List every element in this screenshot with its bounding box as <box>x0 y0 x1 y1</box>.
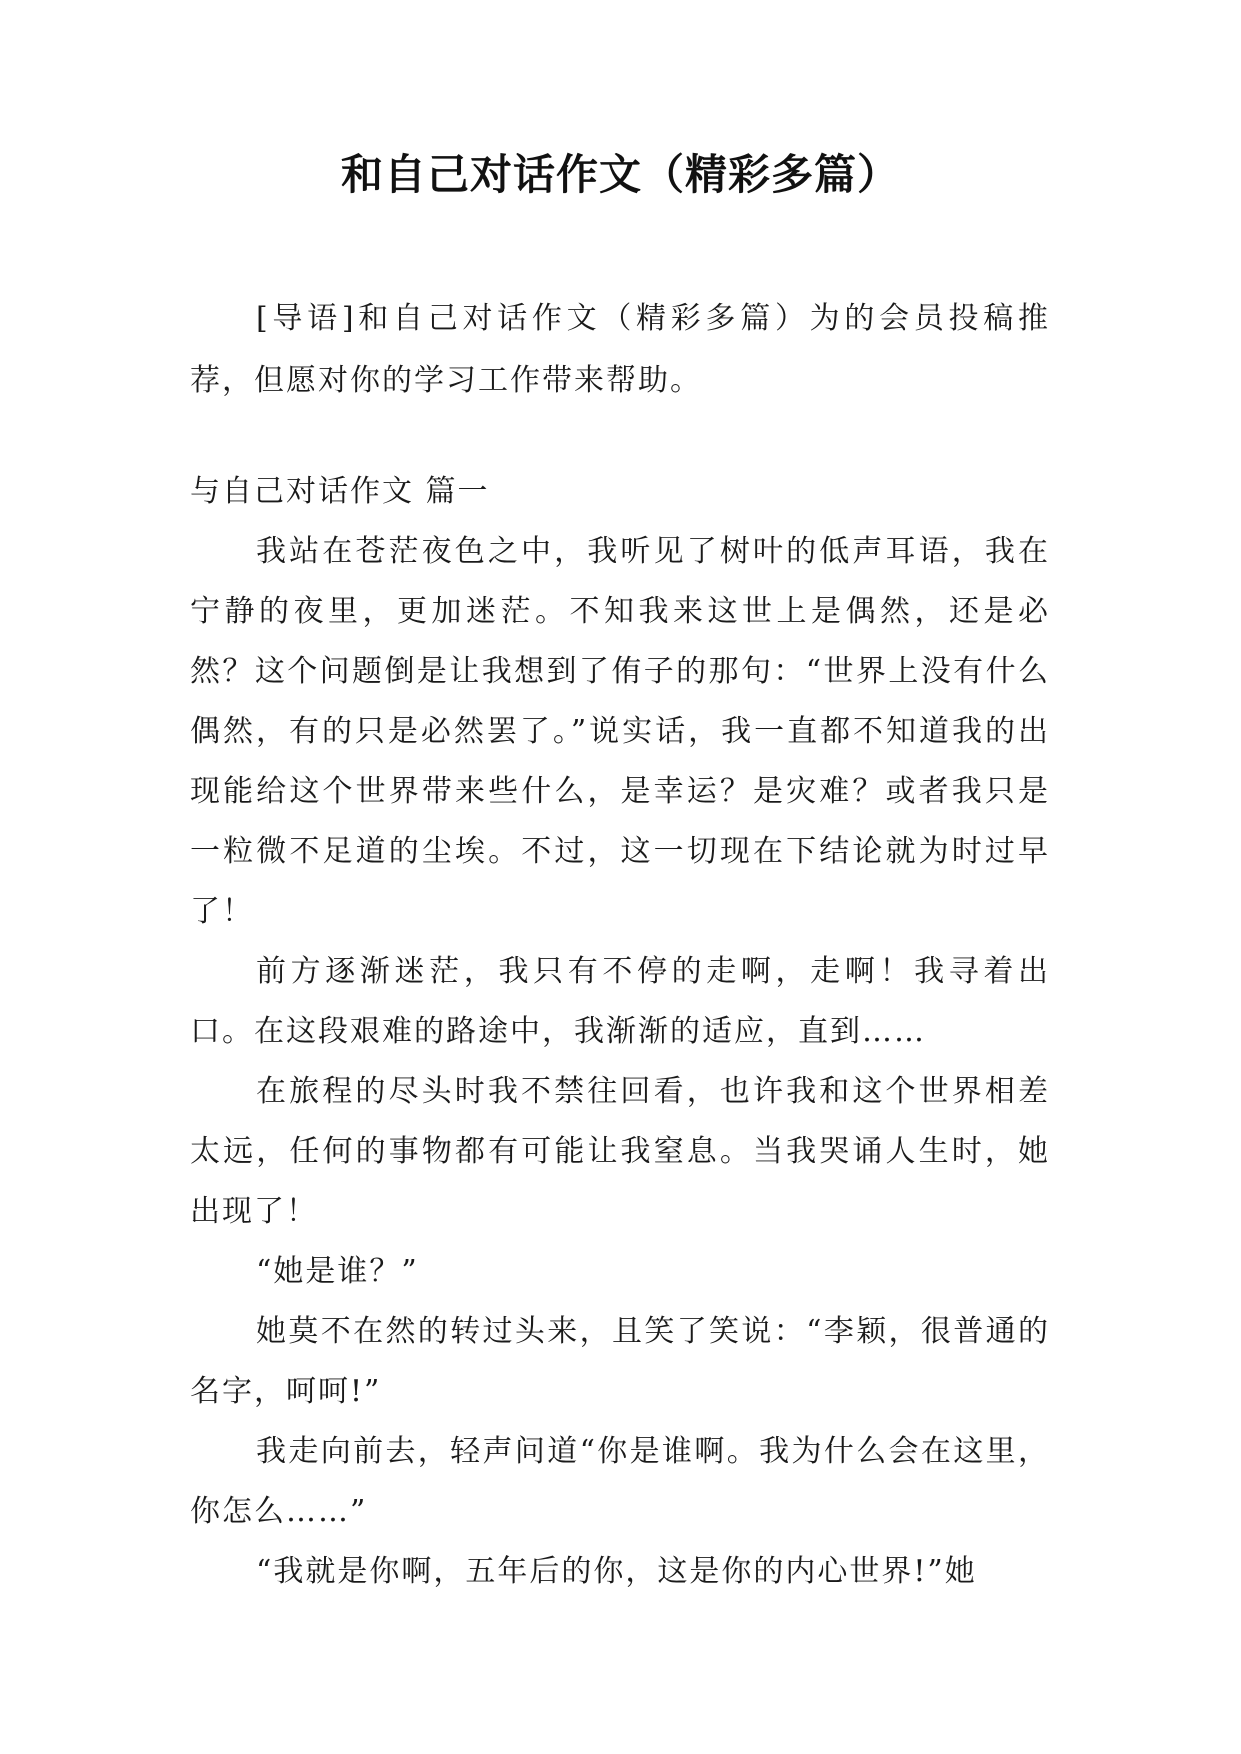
paragraph: 前方逐渐迷茫，我只有不停的走啊，走啊！我寻着出口。在这段艰难的路途中，我渐渐的适应，直到…… <box>190 954 1050 1049</box>
paragraph: 她莫不在然的转过头来，且笑了笑说：“李颖，很普通的名字，呵呵!” <box>190 1314 1050 1409</box>
essay-content <box>190 462 1050 1602</box>
paragraph: 我站在苍茫夜色之中，我听见了树叶的低声耳语，我在宁静的夜里，更加迷茫。不知我来这世上是偶然，还是必然？这个问题倒是让我想到了侑子的那句：“世界上没有什么偶然，有的只是必然罢了。”说实话，我一直都不知道我的出现能给这个世界带来些什么，是幸运？是灾难？或者我只是一粒微不足道的尘埃。不过，这一切现在下结论就为时过早了！ <box>190 534 1050 929</box>
document-title: 和自己对话作文（精彩多篇） <box>340 150 900 199</box>
section-heading: 与自己对话作文 篇一 <box>190 474 490 509</box>
paragraph: “我就是你啊，五年后的你，这是你的内心世界!”她 <box>256 1554 977 1589</box>
intro-paragraph: [导语]和自己对话作文（精彩多篇）为的会员投稿推荐，但愿对你的学习工作带来帮助。 <box>190 301 1050 398</box>
paragraph: 在旅程的尽头时我不禁往回看，也许我和这个世界相差太远，任何的事物都有可能让我窒息。当我哭诵人生时，她出现了！ <box>190 1074 1050 1229</box>
paragraph: 我走向前去，轻声问道“你是谁啊。我为什么会在这里，你怎么……” <box>190 1434 1050 1529</box>
paragraph: “她是谁？” <box>256 1254 419 1289</box>
